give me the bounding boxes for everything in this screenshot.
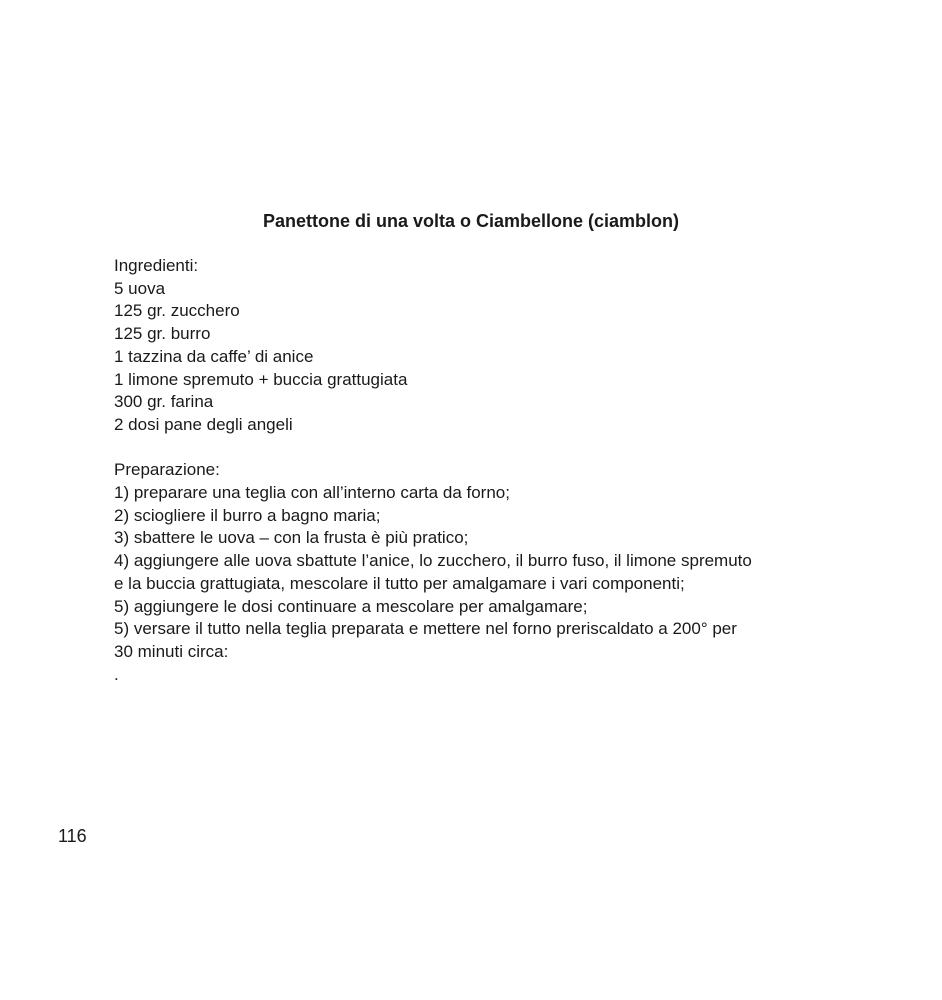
- preparation-heading: Preparazione:: [114, 460, 220, 480]
- ingredient-item: 300 gr. farina: [114, 392, 214, 412]
- preparation-line: 4) aggiungere alle uova sbattute l’anice, lo zucchero, il burro fuso, il limone spremuto: [114, 551, 752, 571]
- recipe-body: [114, 255, 854, 686]
- preparation-line: 2) sciogliere il burro a bagno maria;: [114, 505, 381, 525]
- ingredient-item: 125 gr. burro: [114, 324, 211, 344]
- ingredient-item: 1 limone spremuto + buccia grattugiata: [114, 369, 408, 389]
- preparation-line: e la buccia grattugiata, mescolare il tutto per amalgamare i vari componenti;: [114, 573, 685, 593]
- preparation-line: 1) preparare una teglia con all’interno carta da forno;: [114, 483, 510, 503]
- preparation-line: 5) aggiungere le dosi continuare a mescolare per amalgamare;: [114, 596, 588, 616]
- ingredient-item: 1 tazzina da caffe’ di anice: [114, 346, 314, 366]
- page-number: 116: [58, 826, 87, 846]
- preparation-line: .: [114, 664, 119, 684]
- preparation-line: 5) versare il tutto nella teglia preparata e mettere nel forno preriscaldato a 200° per: [114, 619, 737, 639]
- preparation-line: 30 minuti circa:: [114, 641, 229, 661]
- preparation-line: 3) sbattere le uova – con la frusta è più pratico;: [114, 528, 469, 548]
- ingredient-item: 2 dosi pane degli angeli: [114, 414, 293, 434]
- page-title: Panettone di una volta o Ciambellone (ciamblon): [262, 211, 680, 231]
- ingredients-section: [114, 255, 854, 437]
- ingredients-heading: Ingredienti:: [114, 256, 199, 275]
- ingredient-item: 5 uova: [114, 278, 166, 298]
- preparation-section: [114, 459, 854, 686]
- ingredient-item: 125 gr. zucchero: [114, 301, 240, 321]
